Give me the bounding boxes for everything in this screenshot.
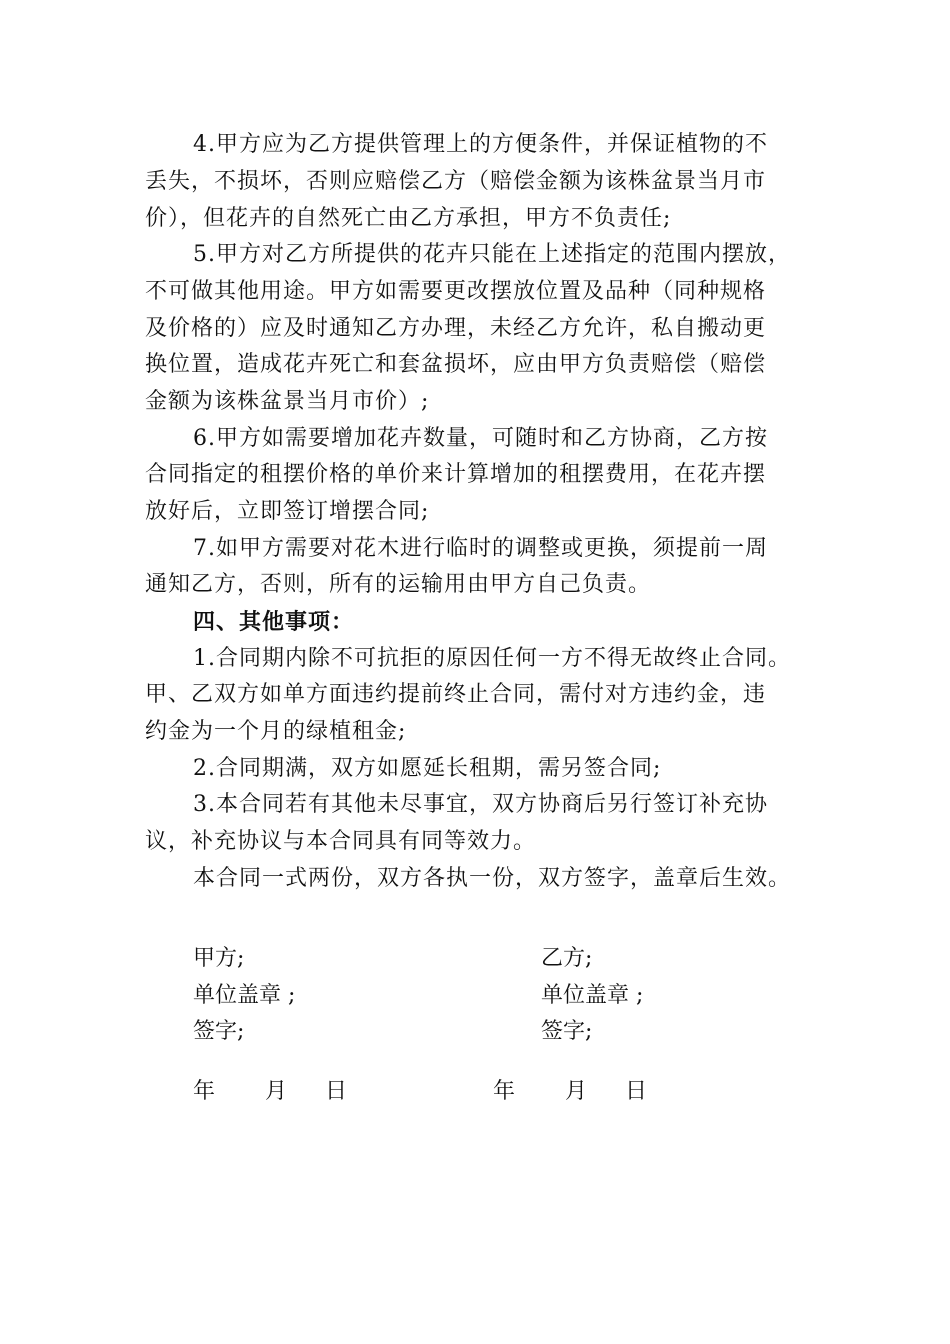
clause-3-6-line-2: 合同指定的租摆价格的单价来计算增加的租摆费用，在花卉摆 <box>145 462 767 487</box>
party-a-seal-label: 单位盖章 ; <box>193 983 296 1008</box>
clause-3-5-line-1: 5.甲方对乙方所提供的花卉只能在上述指定的范围内摆放， <box>193 242 791 267</box>
section-heading-other-matters: 四、其他事项： <box>193 609 355 635</box>
clause-3-5-line-2: 不可做其他用途。甲方如需要更改摆放位置及品种（同种规格 <box>145 279 767 304</box>
clause-3-6-line-1: 6.甲方如需要增加花卉数量，可随时和乙方协商，乙方按 <box>193 426 768 451</box>
clause-3-4-line-1: 4.甲方应为乙方提供管理上的方便条件，并保证植物的不 <box>193 132 768 157</box>
party-a-label: 甲方; <box>193 946 245 971</box>
party-a-date-year: 年 <box>193 1079 216 1104</box>
closing-statement: 本合同一式两份，双方各执一份，双方签字，盖章后生效。 <box>193 866 792 891</box>
clause-4-1-line-2: 甲、乙双方如单方面违约提前终止合同，需付对方违约金，违 <box>145 682 767 707</box>
clause-3-5-line-4: 换位置，造成花卉死亡和套盆损坏，应由甲方负责赔偿（赔偿 <box>145 352 767 377</box>
party-b-seal-label: 单位盖章 ; <box>541 983 644 1008</box>
party-a-sign-label: 签字; <box>193 1019 245 1044</box>
party-b-date-day: 日 <box>625 1079 648 1104</box>
clause-3-5-line-3: 及价格的）应及时通知乙方办理，未经乙方允许，私自搬动更 <box>145 316 767 341</box>
clause-3-4-line-3: 价），但花卉的自然死亡由乙方承担，甲方不负责任; <box>145 206 672 231</box>
clause-4-1-line-1: 1.合同期内除不可抗拒的原因任何一方不得无故终止合同。 <box>193 646 791 671</box>
party-b-sign-label: 签字; <box>541 1019 593 1044</box>
clause-4-3-line-2: 议，补充协议与本合同具有同等效力。 <box>145 829 537 854</box>
clause-3-7-line-1: 7.如甲方需要对花木进行临时的调整或更换，须提前一周 <box>193 536 768 561</box>
party-b-date-month: 月 <box>565 1079 588 1104</box>
clause-3-5-line-5: 金额为该株盆景当月市价）; <box>145 389 430 414</box>
clause-3-7-line-2: 通知乙方，否则，所有的运输用由甲方自己负责。 <box>145 572 652 597</box>
party-a-date-month: 月 <box>265 1079 288 1104</box>
party-b-date-year: 年 <box>493 1079 516 1104</box>
clause-4-1-line-3: 约金为一个月的绿植租金; <box>145 719 407 744</box>
party-b-label: 乙方; <box>541 946 593 971</box>
party-a-date-day: 日 <box>325 1079 348 1104</box>
clause-4-2: 2.合同期满，双方如愿延长租期，需另签合同; <box>193 756 662 781</box>
clause-4-3-line-1: 3.本合同若有其他未尽事宜，双方协商后另行签订补充协 <box>193 792 768 817</box>
clause-3-4-line-2: 丢失，不损坏，否则应赔偿乙方（赔偿金额为该株盆景当月市 <box>145 169 767 194</box>
clause-3-6-line-3: 放好后，立即签订增摆合同; <box>145 499 430 524</box>
